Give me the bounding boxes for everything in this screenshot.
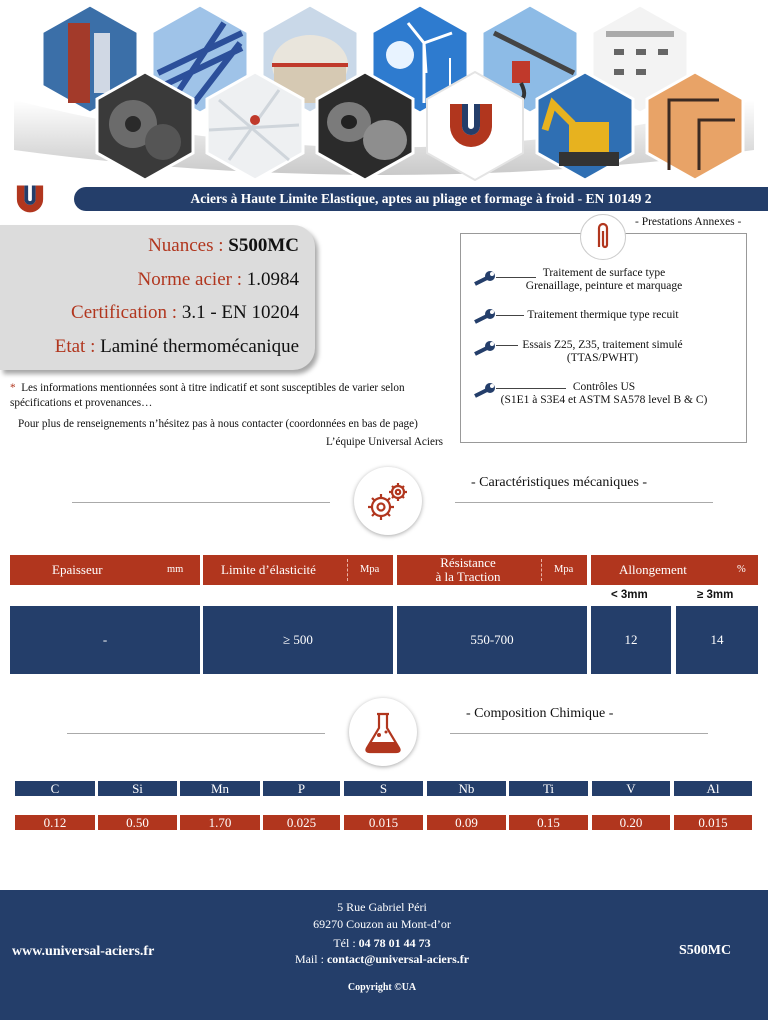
hex-photo-coils <box>309 70 421 182</box>
norme-label: Norme acier : <box>137 269 242 290</box>
header-limite-unit: Mpa <box>360 564 380 575</box>
subheader-ge-3mm: ≥ 3mm <box>697 589 734 601</box>
prestation-connector <box>496 315 524 316</box>
footer-phone <box>250 936 514 951</box>
value-Al: 0.015 <box>674 815 752 830</box>
prestation-item-line1: Traitement thermique type recuit <box>527 309 679 321</box>
wrench-icon <box>472 270 498 288</box>
etat-value: Laminé thermomécanique <box>100 336 299 357</box>
nuance-value: S500MC <box>228 235 299 256</box>
value-Nb: 0.09 <box>427 815 506 830</box>
footer-mail <box>250 952 514 967</box>
header-limite-label: Limite d’élasticité <box>221 562 316 577</box>
document-title: Aciers à Haute Limite Elastique, aptes au pliage et formage à froid - EN 10149 2 <box>190 191 652 206</box>
footer-address-line1: 5 Rue Gabriel Péri <box>337 900 427 914</box>
grade-info-box <box>0 225 315 370</box>
element-P: P <box>263 781 340 796</box>
footer-website-link[interactable]: www.universal-aciers.fr <box>12 944 155 959</box>
etat-label: Etat : <box>54 336 96 357</box>
paperclip-badge <box>580 214 626 260</box>
mechanical-title: - Caractéristiques mécaniques - <box>471 475 648 490</box>
prestation-item-line2: Grenaillage, peinture et marquage <box>525 280 683 292</box>
wrench-icon <box>472 308 498 326</box>
element-Al: Al <box>674 781 752 796</box>
team-signature: L’équipe Universal Aciers <box>326 436 444 448</box>
etat-line <box>55 336 299 358</box>
chemical-title: - Composition Chimique - <box>466 706 614 721</box>
footer-grade: S500MC <box>679 943 732 958</box>
header-separator <box>541 559 542 581</box>
value-V: 0.20 <box>592 815 670 830</box>
value-Si: 0.50 <box>98 815 177 830</box>
value-epaisseur: - <box>10 606 200 674</box>
value-Ti: 0.15 <box>509 815 588 830</box>
gears-badge <box>354 467 422 535</box>
element-Ti: Ti <box>509 781 588 796</box>
header-limite <box>203 555 393 585</box>
header-resistance-line1: Résistance <box>440 555 496 570</box>
section-divider <box>72 502 330 503</box>
wrench-icon <box>472 340 498 358</box>
value-limite: ≥ 500 <box>203 606 393 674</box>
header-epaisseur <box>10 555 200 585</box>
value-Mn: 1.70 <box>180 815 260 830</box>
value-allongement-lt3: 12 <box>591 606 671 674</box>
header-allongement-unit: % <box>737 564 746 575</box>
prestation-item-line1: Traitement de surface type <box>542 267 666 279</box>
footer <box>0 890 768 1020</box>
small-logo <box>14 183 46 213</box>
header-resistance-label <box>413 555 523 584</box>
document-title-bar <box>74 187 768 211</box>
norme-value: 1.0984 <box>246 269 299 290</box>
header-resistance-line2: à la Traction <box>435 569 501 584</box>
prestations-title: - Prestations Annexes - <box>632 216 744 228</box>
section-divider <box>67 733 325 734</box>
contact-note: Pour plus de renseignements n’hésitez pas à nous contacter (coordonnées en bas de page) <box>18 418 418 430</box>
element-V: V <box>592 781 670 796</box>
gears-icon <box>354 467 422 535</box>
element-Si: Si <box>98 781 177 796</box>
hex-photo-sunset-cranes <box>639 70 751 182</box>
footer-phone-number[interactable]: 04 78 01 44 73 <box>358 936 431 950</box>
certification-value: 3.1 - EN 10204 <box>181 302 299 323</box>
footer-address-line2: 69270 Couzon au Mont-d’or <box>313 917 451 931</box>
header-allongement-label: Allongement <box>619 562 687 577</box>
element-S: S <box>344 781 423 796</box>
element-Mn: Mn <box>180 781 260 796</box>
prestation-item-line2: (S1E1 à S3E4 et ASTM SA578 level B & C) <box>500 394 708 406</box>
section-divider <box>455 502 713 503</box>
value-P: 0.025 <box>263 815 340 830</box>
flask-icon <box>349 698 417 766</box>
footer-mail-label: Mail : <box>294 952 327 966</box>
hex-photo-map <box>199 70 311 182</box>
prestation-item-surface <box>524 267 684 293</box>
prestation-item-line1: Contrôles US <box>572 381 636 393</box>
prestation-item-tests <box>515 339 690 365</box>
footer-mail-link[interactable]: contact@universal-aciers.fr <box>326 952 470 966</box>
disclaimer-star: * <box>10 382 16 394</box>
prestation-item-us <box>490 381 718 407</box>
header-resistance-unit: Mpa <box>554 564 574 575</box>
disclaimer-note <box>10 381 450 411</box>
header-separator <box>347 559 348 581</box>
flask-badge <box>349 698 417 766</box>
certification-line <box>71 302 299 324</box>
hex-photo-excavator <box>529 70 641 182</box>
header-resistance <box>397 555 587 585</box>
norme-line <box>138 269 299 291</box>
footer-copyright: Copyright ©UA <box>347 982 417 993</box>
header-epaisseur-label: Epaisseur <box>52 562 103 577</box>
value-resistance: 550-700 <box>397 606 587 674</box>
nuance-label: Nuances : <box>148 235 224 256</box>
disclaimer-text: Les informations mentionnées sont à titre indicatif et sont susceptibles de varier selon spécifications et provenances… <box>10 382 405 409</box>
certification-label: Certification : <box>71 302 178 323</box>
paperclip-icon <box>581 215 625 259</box>
value-C: 0.12 <box>15 815 95 830</box>
hex-photo-gears <box>89 70 201 182</box>
footer-phone-label: Tél : <box>333 936 359 950</box>
prestation-item-line1: Essais Z25, Z35, traitement simulé <box>522 339 683 351</box>
element-C: C <box>15 781 95 796</box>
value-S: 0.015 <box>344 815 423 830</box>
prestation-item-line2: (TTAS/PWHT) <box>566 352 639 364</box>
value-allongement-ge3: 14 <box>676 606 758 674</box>
element-Nb: Nb <box>427 781 506 796</box>
header-epaisseur-unit: mm <box>167 564 184 575</box>
prestation-item-thermal <box>522 309 684 322</box>
nuance-line <box>148 235 299 257</box>
prestations-box <box>460 233 747 443</box>
header-allongement <box>591 555 758 585</box>
section-divider <box>450 733 708 734</box>
universal-aciers-logo <box>448 100 494 148</box>
subheader-lt-3mm: < 3mm <box>611 589 648 601</box>
